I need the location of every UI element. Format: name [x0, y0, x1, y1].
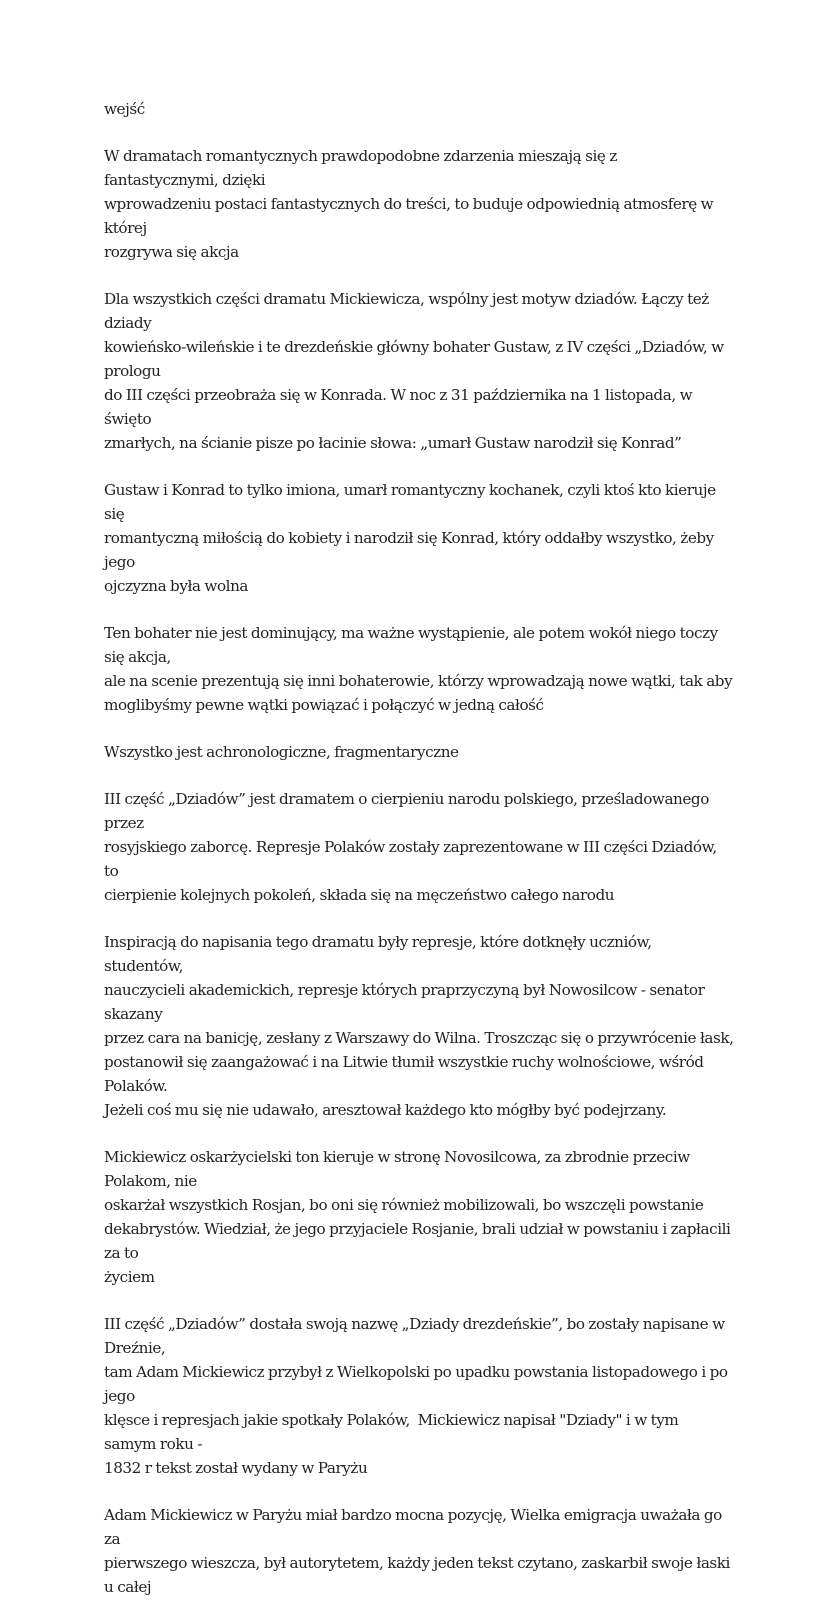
paragraph-9: Mickiewicz oskarżycielski ton kieruje w stronę Novosilcowa, za zbrodnie przeciw Polakom, nie oskarżał wszystkich Rosjan, bo oni się również mobilizowali, bo wszczęli powstanie dekabrystów. Wiedział, że jego przyjaciele Rosjanie, brali udział w powstaniu i zapłacili za to życiem: [104, 1148, 731, 1286]
paragraph-2: W dramatach romantycznych prawdopodobne zdarzenia mieszają się z fantastycznymi, dzięki wprowadzeniu postaci fantastycznych do treści, to buduje odpowiednią atmosferę w której rozgrywa się akcja: [104, 147, 714, 261]
paragraph-10: III część „Dziadów” dostała swoją nazwę „Dziady drezdeńskie”, bo zostały napisane w Dreźnie, tam Adam Mickiewicz przybył z Wielkopolski po upadku powstania listopadowego i po jego klęsce i represjach jakie spotkały Polaków, Mickiewicz napisał "Dziady" i w tym samym roku - 1832 r tekst został wydany w Paryżu: [104, 1315, 728, 1477]
document-body: [104, 97, 734, 1622]
paragraph-7: III część „Dziadów” jest dramatem o cierpieniu narodu polskiego, prześladowanego przez rosyjskiego zaborcę. Represje Polaków zostały zaprezentowane w III części Dziadów, to cierpienie kolejnych pokoleń, składa się na męczeństwo całego narodu: [104, 790, 717, 904]
paragraph-1: wejść: [104, 100, 145, 118]
paragraph-11: Adam Mickiewicz w Paryżu miał bardzo mocna pozycję, Wielka emigracja uważała go za pierwszego wieszcza, był autorytetem, każdy jeden tekst czytano, zaskarbił swoje łaski u całej: [104, 1506, 730, 1596]
paragraph-4: Gustaw i Konrad to tylko imiona, umarł romantyczny kochanek, czyli ktoś kto kieruje się romantyczną miłością do kobiety i narodził się Konrad, który oddałby wszystko, żeby jego ojczyzna była wolna: [104, 481, 716, 595]
paragraph-8: Inspiracją do napisania tego dramatu były represje, które dotknęły uczniów, studentów, nauczycieli akademickich, represje których praprzyczyną był Nowosilcow - senator skazany przez cara na banicję, zesłany z Warszawy do Wilna. Troszcząc się o przywrócenie łask, postanowił się zaangażować i na Litwie tłumił wszystkie ruchy wolnościowe, wśród Polaków. Jeżeli coś mu się nie udawało, aresztował każdego kto mógłby być podejrzany.: [104, 933, 734, 1119]
paragraph-3: Dla wszystkich części dramatu Mickiewicza, wspólny jest motyw dziadów. Łączy też dziady kowieńsko-wileńskie i te drezdeńskie główny bohater Gustaw, z IV części „Dziadów, w prologu do III części przeobraża się w Konrada. W noc z 31 października na 1 listopada, w święto zmarłych, na ścianie pisze po łacinie słowa: „umarł Gustaw narodził się Konrad”: [104, 290, 724, 452]
paragraph-6: Wszystko jest achronologiczne, fragmentaryczne: [104, 743, 459, 761]
paragraph-5: Ten bohater nie jest dominujący, ma ważne wystąpienie, ale potem wokół niego toczy się akcja, ale na scenie prezentują się inni bohaterowie, którzy wprowadzają nowe wątki, tak aby moglibyśmy pewne wątki powiązać i połączyć w jedną całość: [104, 624, 733, 714]
